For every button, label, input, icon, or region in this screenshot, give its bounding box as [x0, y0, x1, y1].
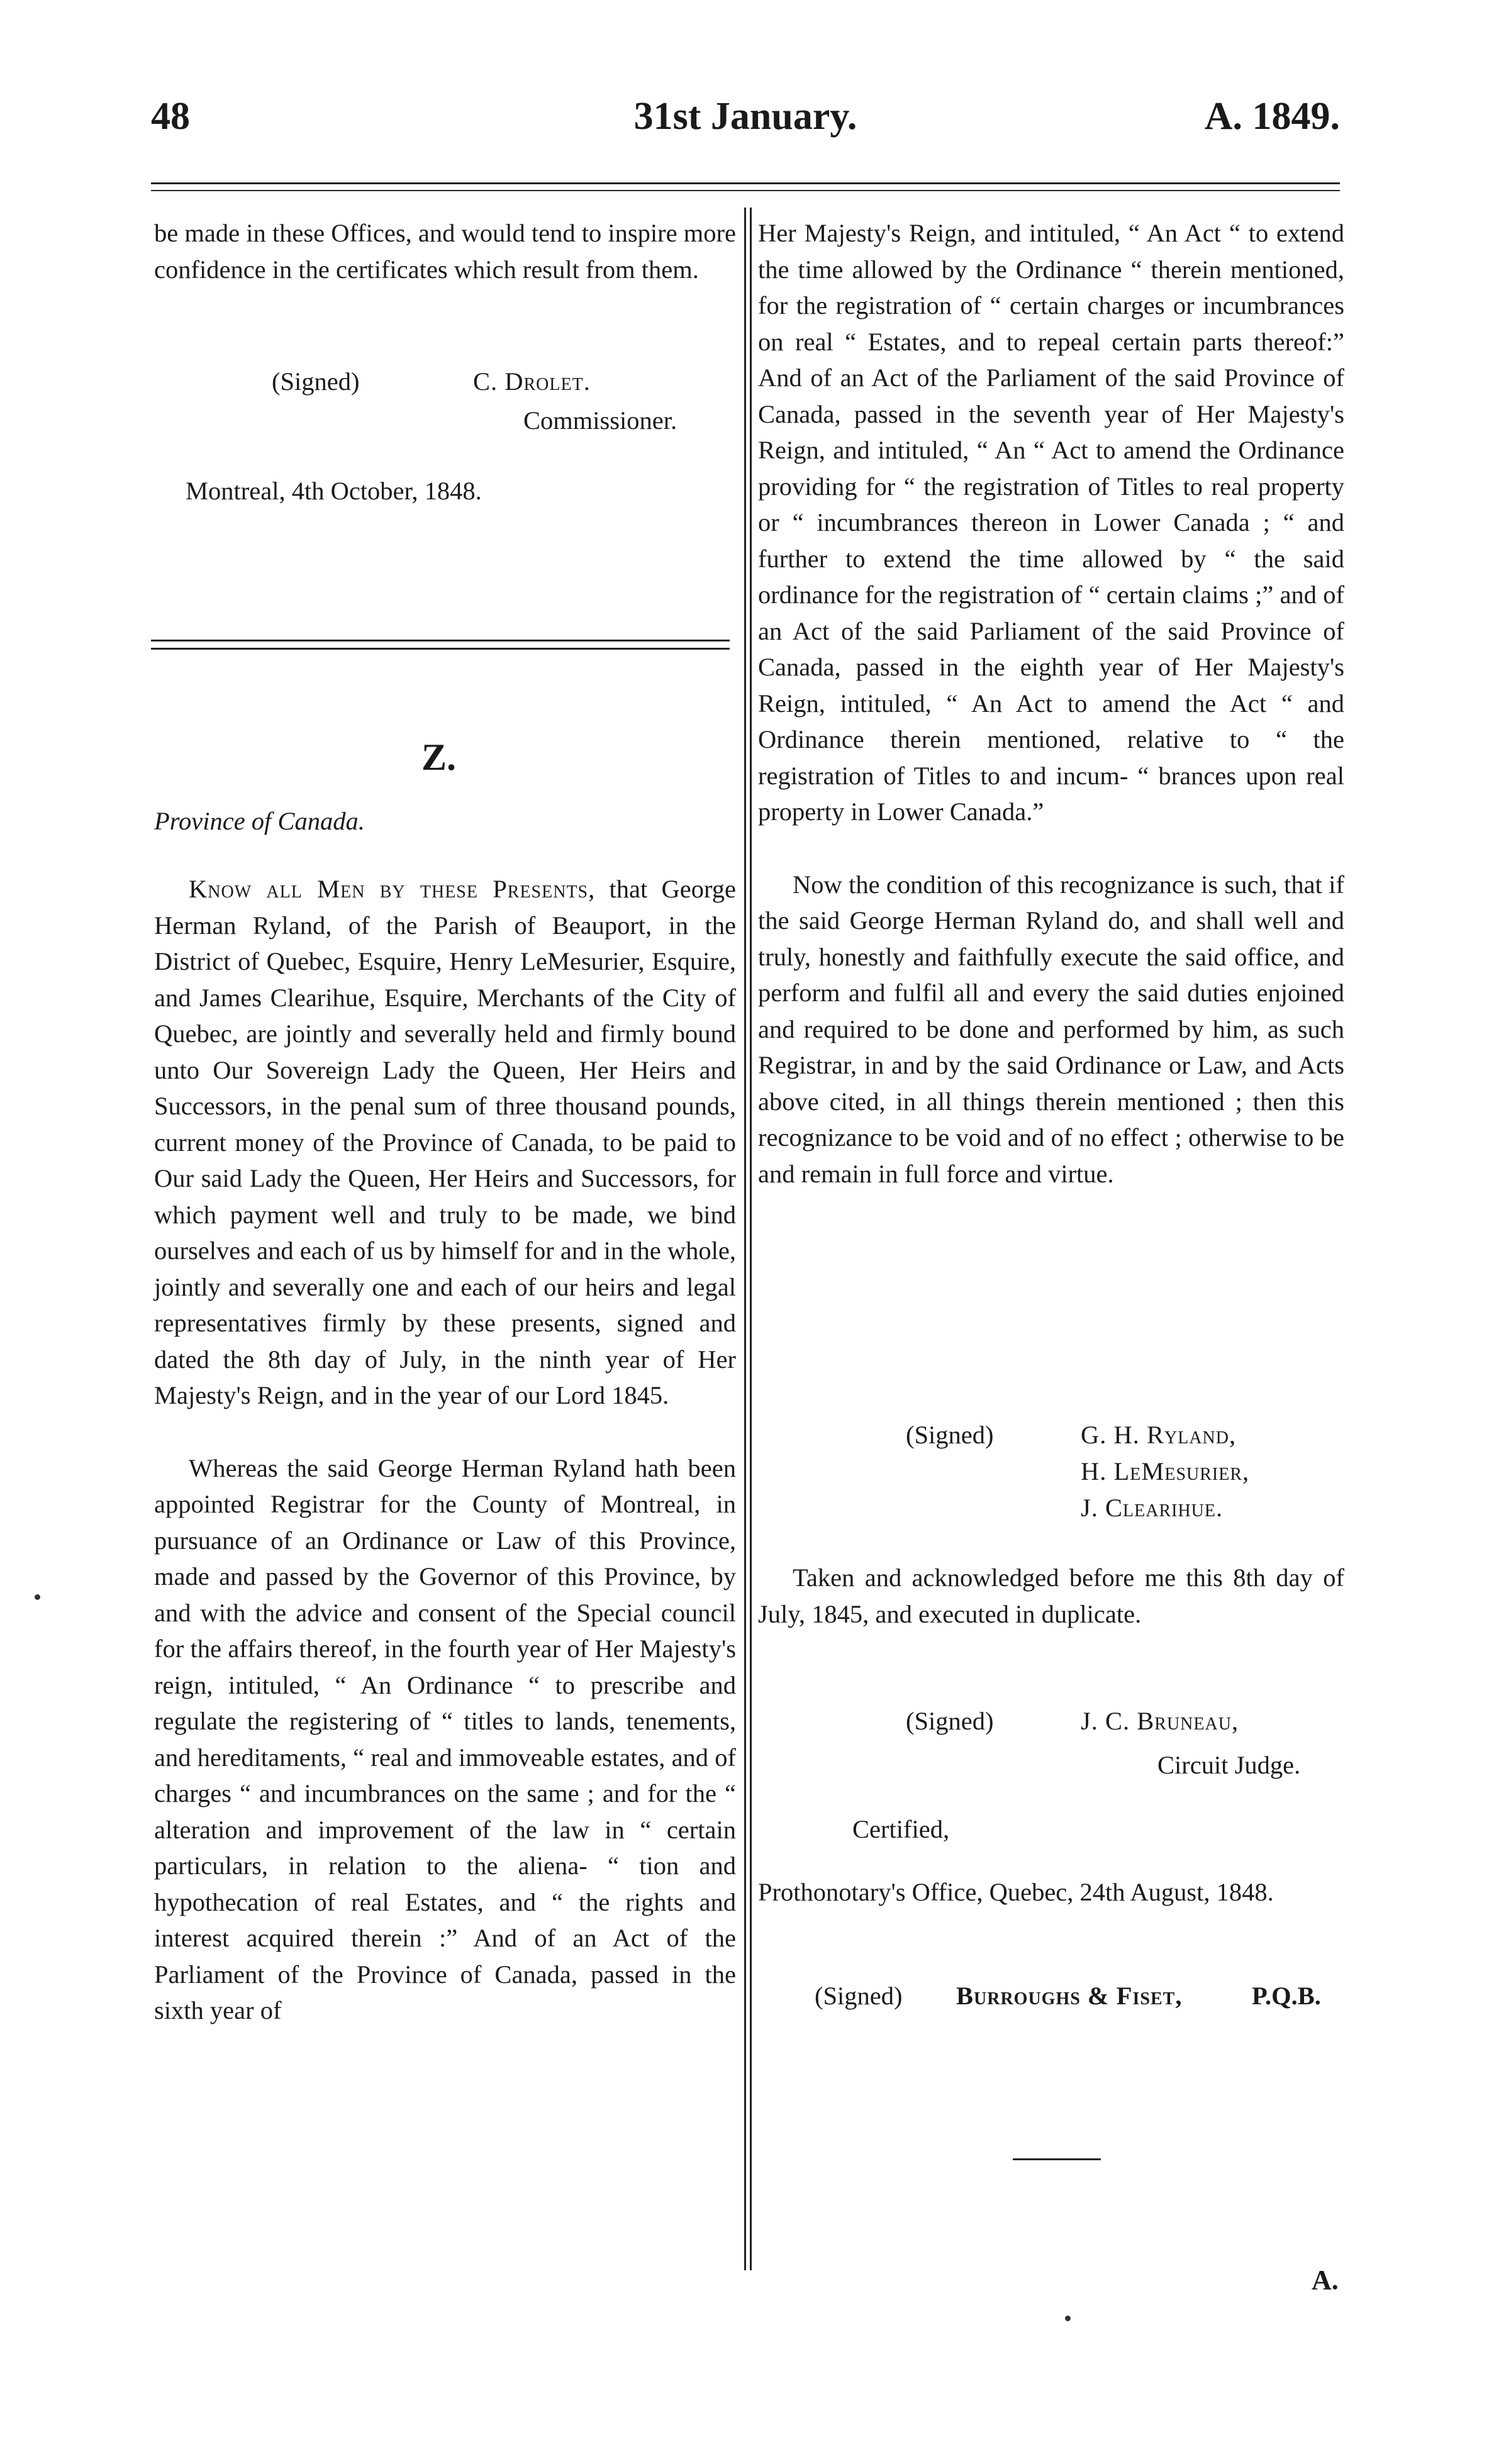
right-column: [758, 215, 1344, 1192]
recognizance-text: that George Herman Ryland, of the Parish of Beauport, in the District of Quebec, Esquire, Henry LeMesurier, Esquire, and James Clearihue, Esquire, Merchants of the City of Quebec, are jointly and severally held and firmly bound unto Our Sovereign Lady the Queen, Her Heirs and Successors, in the penal sum of three thousand pounds, current money of the Province of Canada, to be paid to Our said Lady the Queen, Her Heirs and Successors, for which payment well and truly to be made, we bind ourselves and each of us by himself for and in the whole, jointly and severally one and each of our heirs and legal representatives firmly by these presents, signed and dated the 8th day of July, in the ninth year of Her Majesty's Reign, and in the year of our Lord 1845.: [154, 875, 737, 1409]
section-rule-bottom: [151, 648, 730, 650]
final-signature-suffix: P.Q.B.: [1252, 1982, 1321, 2010]
province-heading: Province of Canada.: [154, 807, 365, 835]
prothonotary-block: [758, 1874, 1344, 1911]
condition-paragraph: Now the condition of this recognizance is such, that if the said George Herman Ryland do, and shall well and truly, honestly and faithfully execute the said office, and perform and fulfil all and every the said duties enjoined and required to be done and performed by him, as such Registrar, in and by the said Ordinance or Law, and Acts above cited, in all things therein mentioned ; then this recognizance to be void and of no effect ; otherwise to be and remain in full force and virtue.: [758, 870, 1344, 1188]
section-letter: Z.: [421, 736, 457, 778]
drolet-signed-label: (Signed): [272, 367, 360, 396]
drolet-name: C. Drolet.: [473, 367, 591, 396]
whereas-paragraph: Whereas the said George Herman Ryland hath been appointed Registrar for the County of Montreal, in pursuance of an Ordinance or Law of this Province, made and passed by the Governor of this Province, by and with the advice and consent of the Special council for the affairs thereof, in the fourth year of Her Majesty's reign, intituled, “ An Ordinance “ to prescribe and regulate the registering of “ titles to lands, tenements, and hereditaments, “ real and immoveable estates, and of charges “ and incumbrances on the same ; and for the “ alteration and improvement of the law in “ certain particulars, in relation to the aliena- “ tion and hypothecation of real Estates, and “ the rights and interest acquired therein :” And of an Act of the Parliament of the Province of Canada, passed in the sixth year of: [154, 1453, 736, 2024]
signers-signed-label: (Signed): [906, 1421, 994, 1449]
montreal-dateline: Montreal, 4th October, 1848.: [186, 477, 482, 505]
page-number: 48: [151, 95, 190, 138]
header-year: A. 1849.: [1204, 95, 1340, 138]
left-column: [154, 215, 736, 287]
signer-clearihue: J. Clearihue.: [1081, 1494, 1224, 1522]
judge-name: J. C. Bruneau,: [1081, 1707, 1239, 1735]
header-rule-top: [151, 182, 1340, 184]
final-signed-label: (Signed): [815, 1982, 903, 2010]
header-date: 31st January.: [633, 95, 857, 138]
signer-lemesurier: H. LeMesurier,: [1081, 1457, 1250, 1485]
drolet-title: Commissioner.: [523, 406, 677, 435]
recognizance-paragraph: [154, 871, 736, 1414]
header-rule-bottom: [151, 190, 1340, 191]
acknowledged-paragraph: Taken and acknowledged before me this 8th day of July, 1845, and executed in duplicate.: [758, 1563, 1344, 1628]
judge-signed-label: (Signed): [906, 1707, 994, 1735]
prothonotary-line: Prothonotary's Office, Quebec, 24th August, 1848.: [758, 1878, 1274, 1906]
page-header: [151, 94, 1340, 145]
left-body: [154, 871, 736, 2029]
opening-paragraph: be made in these Offices, and would tend to inspire more confidence in the certificates which result from them.: [154, 219, 736, 284]
final-signature-name: Burroughs & Fiset,: [956, 1982, 1183, 2010]
know-all-men: Know all Men by these Presents,: [189, 875, 596, 903]
certified-label: Certified,: [852, 1815, 950, 1843]
acknowledged-block: [758, 1560, 1344, 1632]
section-rule-top: [151, 640, 730, 641]
continuation-paragraph: Her Majesty's Reign, and intituled, “ An Act “ to extend the time allowed by the Ordinance “ therein mentioned, for the registration of “ certain charges or incumbrances on real “ Estates, and to repeal certain parts thereof:” And of an Act of the Parliament of the said Province of Canada, passed in the seventh year of Her Majesty's Reign, and intituled, “ An “ Act to amend the Ordinance providing for “ the registration of Titles to real property or “ incumbrances thereon in Lower Canada ; “ and further to extend the time allowed by “ the said ordinance for the registration of “ certain claims ;” and of an Act of the said Parliament of the said Province of Canada, passed in the eighth year of Her Majesty's Reign, intituled, “ An Act to amend the Act “ and Ordinance therein mentioned, relative to “ the registration of Titles to and incum- “ brances upon real property in Lower Canada.”: [758, 219, 1344, 826]
column-divider-right: [750, 208, 752, 2270]
judge-title: Circuit Judge.: [1157, 1751, 1301, 1779]
closing-rule: [1013, 2158, 1101, 2160]
bottom-speck: [1065, 2316, 1071, 2321]
column-divider-left: [744, 208, 746, 2270]
margin-speck: [35, 1594, 40, 1600]
catchword: A.: [1312, 2265, 1339, 2295]
signer-ryland: G. H. Ryland,: [1081, 1421, 1237, 1449]
